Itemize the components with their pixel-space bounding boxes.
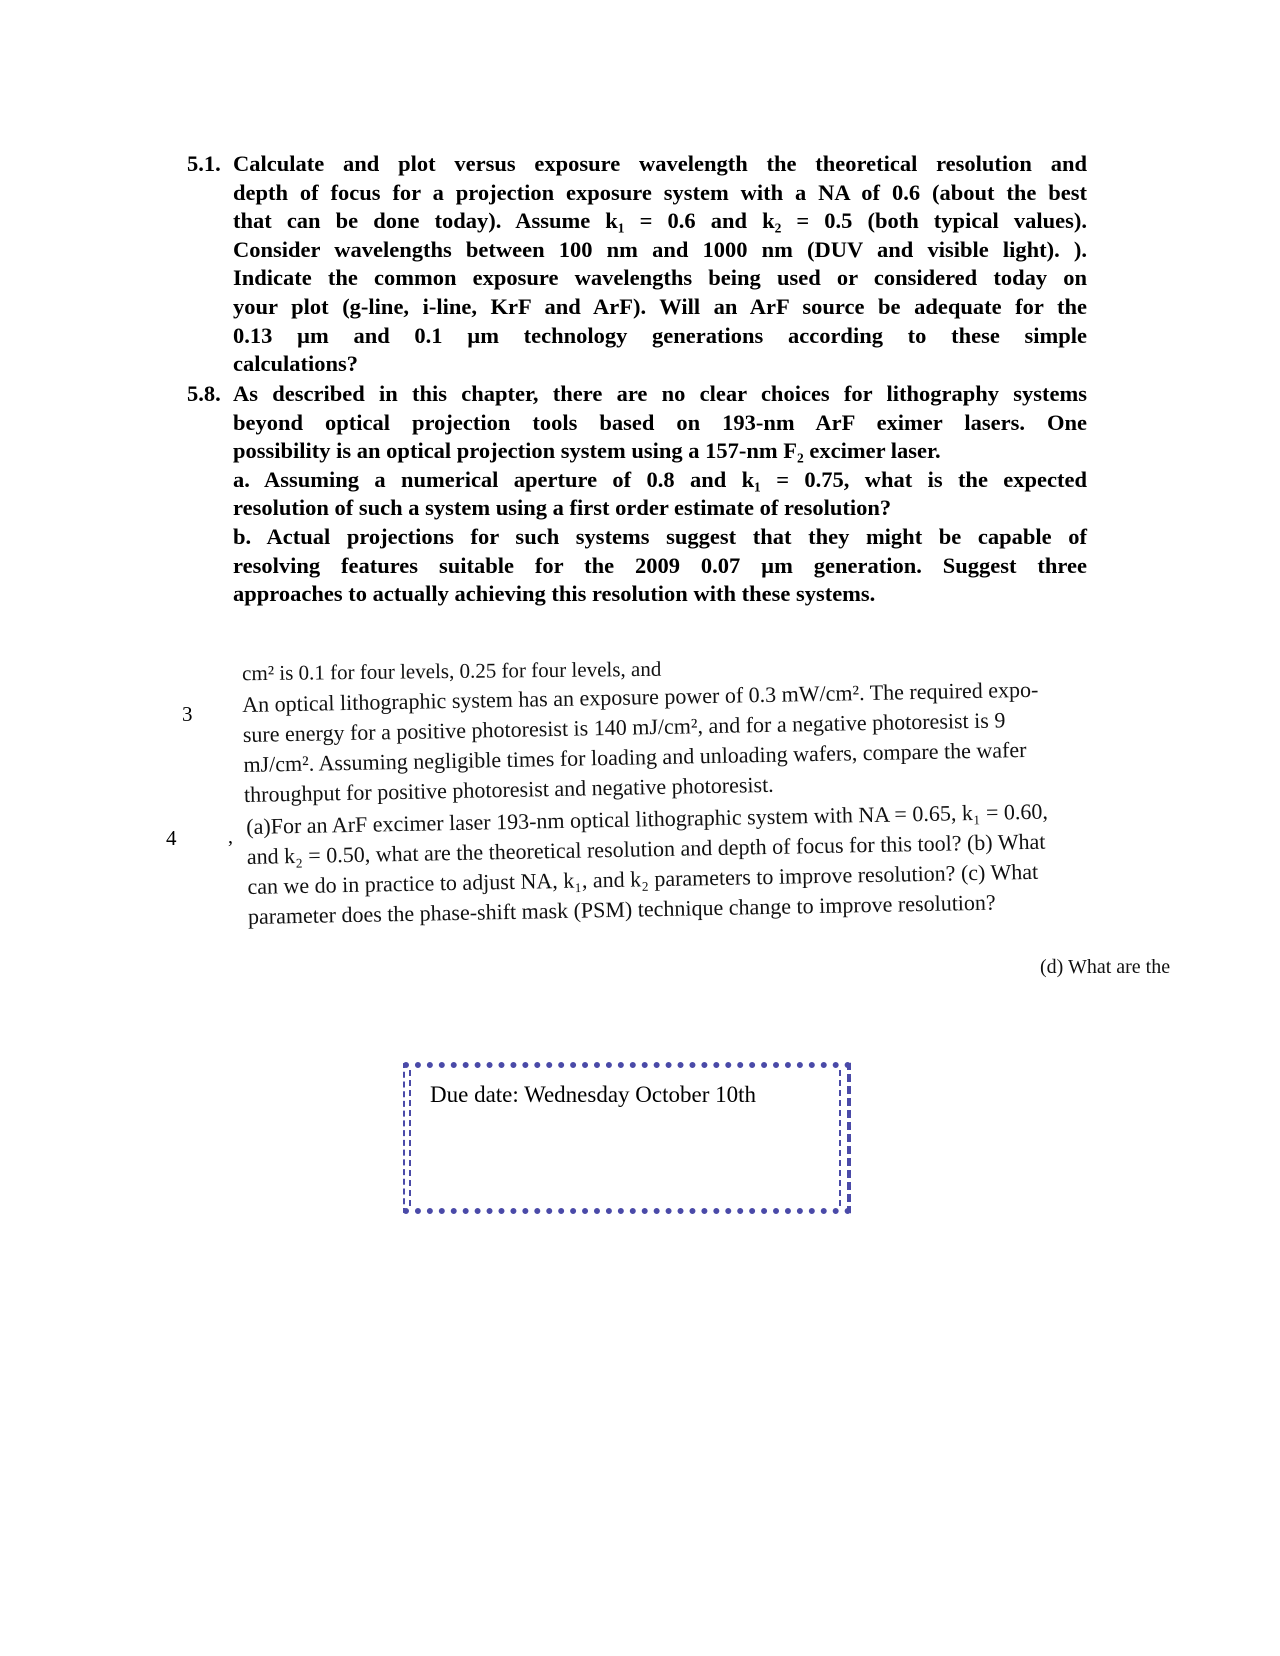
cut-off-line-top: cm² is 0.1 for four levels, 0.25 for four levels, and: [241, 656, 662, 686]
text-line: throughput for positive photoresist and negative photoresist.: [243, 771, 774, 807]
text-line: beyond optical projection tools based on 193-nm ArF eximer lasers. One: [233, 409, 1087, 435]
stray-comma: ,: [228, 826, 233, 848]
question-number-4: 4: [166, 826, 177, 850]
text-line: resolving features suitable for the 2009 0.07 µm generation. Suggest three: [233, 552, 1087, 578]
text-line: An optical lithographic system has an exposure power of 0.3 mW/cm². The required expo-: [242, 676, 1039, 717]
text-line: that can be done today). Assume k₁ = 0.6 and k₂ = 0.5 (both typical values).: [233, 208, 1087, 234]
text-line: and k₂ = 0.50, what are the theoretical resolution and depth of focus for this tool? (b) What: [246, 828, 1046, 869]
scanned-excerpt: [166, 656, 1220, 978]
text-line: a. Assuming a numerical aperture of 0.8 and k₁ = 0.75, what is the expected: [233, 466, 1087, 492]
problem-number: 5.1.: [187, 151, 221, 176]
problem-text: [233, 150, 1087, 379]
text-line: can we do in practice to adjust NA, k₁, and k₂ parameters to improve resolution? (c) What: [247, 858, 1039, 899]
text-line: (a)For an ArF excimer laser 193-nm optical lithographic system with NA = 0.65, k₁ = 0.60,: [246, 798, 1049, 839]
due-date-text: Due date: Wednesday October 10th: [430, 1082, 757, 1107]
text-line: resolution of such a system using a first order estimate of resolution?: [233, 495, 892, 521]
text-line: Calculate and plot versus exposure wavelength the theoretical resolution and: [233, 151, 1087, 176]
text-line: 0.13 µm and 0.1 µm technology generations according to these simple: [233, 322, 1087, 348]
question-number-3: 3: [182, 702, 193, 726]
question-4: [246, 797, 1050, 932]
text-line: calculations?: [233, 351, 359, 377]
text-line: Indicate the common exposure wavelengths being used or considered today on: [233, 265, 1087, 291]
text-line: As described in this chapter, there are no clear choices for lithography systems: [233, 381, 1087, 406]
text-line: b. Actual projections for such systems suggest that they might be capable of: [233, 523, 1087, 549]
text-line: depth of focus for a projection exposure system with a NA of 0.6 (about the best: [233, 179, 1087, 205]
due-date-box: [403, 1062, 851, 1214]
box-border: [409, 1070, 411, 1206]
text-line: possibility is an optical projection system using a 157-nm F₂ excimer laser.: [233, 438, 941, 464]
text-line: sure energy for a positive photoresist is 140 mJ/cm², and for a negative photoresist is 9: [242, 707, 1006, 747]
text-line: parameter does the phase-shift mask (PSM) technique change to improve resolution?: [247, 889, 996, 929]
cut-off-line-bottom: (d) What are the: [1040, 956, 1171, 978]
question-3: [242, 675, 1040, 810]
text-line: approaches to actually achieving this resolution with these systems.: [233, 581, 876, 607]
box-border: [839, 1070, 841, 1206]
text-line: mJ/cm². Assuming negligible times for loading and unloading wafers, compare the wafer: [243, 736, 1027, 777]
text-line: Consider wavelengths between 100 nm and 1000 nm (DUV and visible light). ).: [233, 236, 1087, 262]
problem-number: 5.8.: [187, 381, 221, 406]
text-line: your plot (g-line, i-line, KrF and ArF). Will an ArF source be adequate for the: [233, 293, 1087, 319]
problem-text: [233, 380, 1087, 609]
